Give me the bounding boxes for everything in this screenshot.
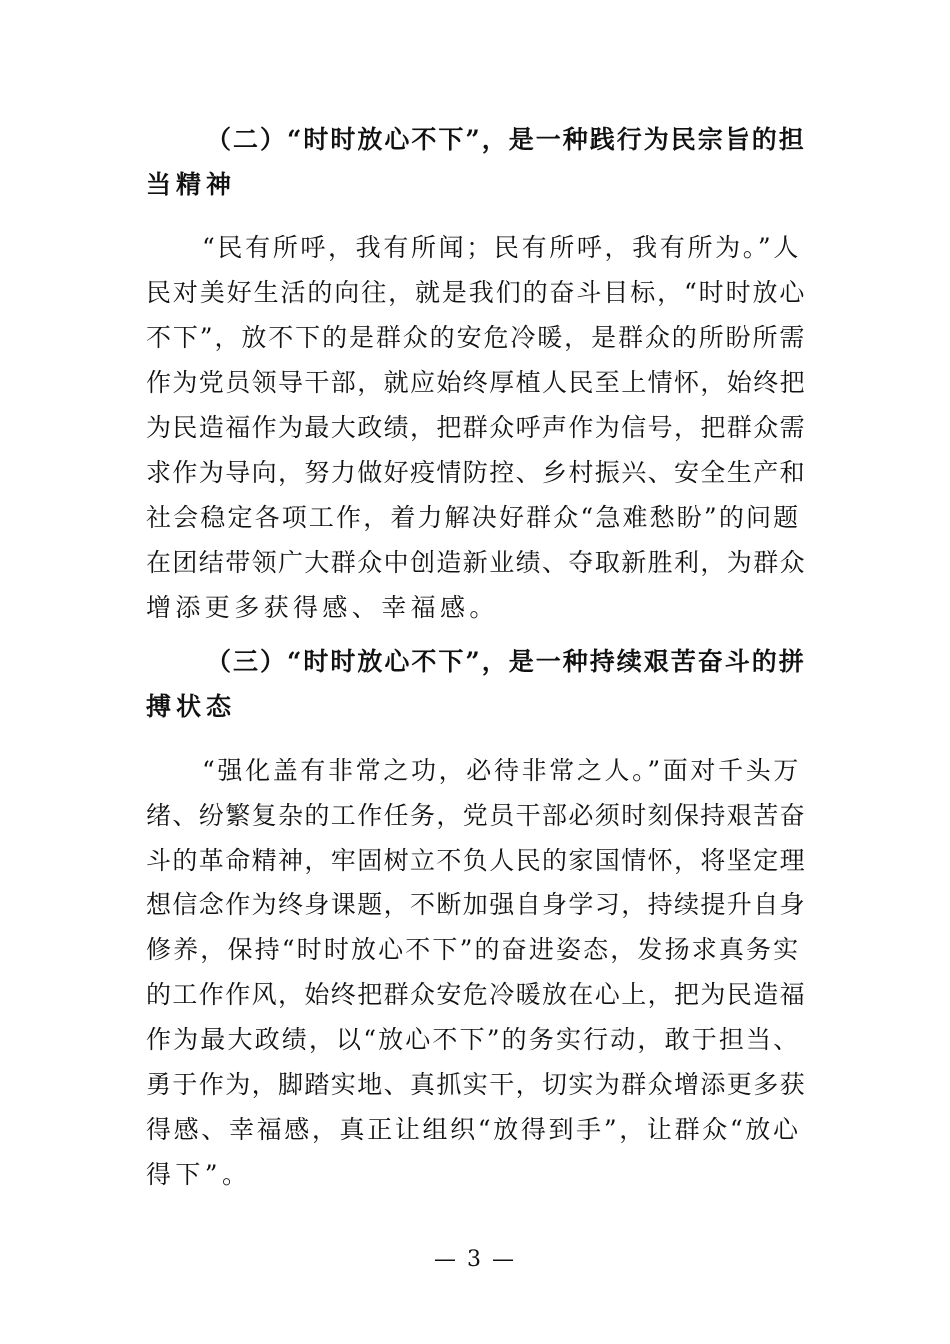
paragraph-3-line-8: 勇于作为，脚踏实地、真抓实干，切实为群众增添更多获 <box>146 1070 807 1099</box>
section-heading-3-line-2: 搏状态 <box>146 692 237 721</box>
paragraph-3-line-4: 想信念作为终身课题，不断加强自身学习，持续提升自身 <box>146 890 807 919</box>
section-heading-3-line-1: （三）“时时放心不下”，是一种持续艰苦奋斗的拼 <box>206 647 806 676</box>
paragraph-3-line-6: 的工作作风，始终把群众安危冷暖放在心上，把为民造福 <box>146 980 807 1009</box>
paragraph-3-line-2: 绪、纷繁复杂的工作任务，党员干部必须时刻保持艰苦奋 <box>146 801 807 830</box>
paragraph-3-line-3: 斗的革命精神，牢固树立不负人民的家国情怀，将坚定理 <box>146 846 807 875</box>
page-number: — 3 — <box>434 1247 516 1272</box>
paragraph-2-line-7: 社会稳定各项工作，着力解决好群众“急难愁盼”的问题 <box>146 503 801 532</box>
paragraph-2-line-5: 为民造福作为最大政绩，把群众呼声作为信号，把群众需 <box>146 413 807 442</box>
section-heading-2-line-2: 当精神 <box>146 170 237 199</box>
paragraph-2-line-2: 民对美好生活的向往，就是我们的奋斗目标，“时时放心 <box>146 278 807 307</box>
paragraph-2-line-1: “民有所呼，我有所闻；民有所呼，我有所为。”人 <box>202 233 802 262</box>
paragraph-2-line-6: 求作为导向，努力做好疫情防控、乡村振兴、安全生产和 <box>146 458 807 487</box>
paragraph-2-line-8: 在团结带领广大群众中创造新业绩、夺取新胜利，为群众 <box>146 548 807 577</box>
paragraph-2-line-4: 作为党员领导干部，就应始终厚植人民至上情怀，始终把 <box>146 368 807 397</box>
paragraph-2-line-3: 不下”，放不下的是群众的安危冷暖，是群众的所盼所需 <box>146 323 807 352</box>
paragraph-3-line-5: 修养，保持“时时放心不下”的奋进姿态，发扬求真务实 <box>146 935 801 964</box>
paragraph-2-line-9: 增添更多获得感、幸福感。 <box>146 593 499 622</box>
paragraph-3-line-7: 作为最大政绩，以“放心不下”的务实行动，敢于担当、 <box>146 1025 801 1054</box>
paragraph-3-line-9: 得感、幸福感，真正让组织“放得到手”，让群众“放心 <box>146 1115 801 1144</box>
paragraph-3-line-10: 得下”。 <box>146 1160 252 1189</box>
paragraph-3-line-1: “强化盖有非常之功，必待非常之人。”面对千头万 <box>202 756 802 785</box>
section-heading-2-line-1: （二）“时时放心不下”，是一种践行为民宗旨的担 <box>206 125 806 154</box>
